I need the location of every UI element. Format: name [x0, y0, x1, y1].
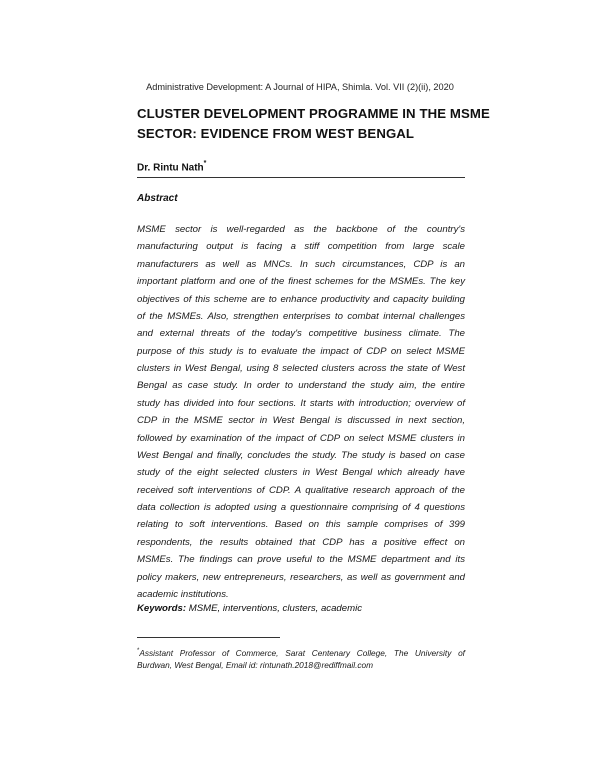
title-divider	[137, 177, 465, 178]
title-line-2: SECTOR: EVIDENCE FROM WEST BENGAL	[137, 126, 415, 141]
abstract-line: and external threats of the today's competitive business climate. The	[137, 328, 465, 340]
abstract-line: received soft interventions of CDP. A qualitative research approach of the	[137, 484, 465, 496]
abstract-line: followed by examination of the impact of CDP on select MSME clusters in	[137, 432, 465, 444]
abstract-line: manufacturers as well as MNCs. In such circumstances, CDP is an	[137, 258, 465, 270]
keywords-text: MSME, interventions, clusters, academic	[188, 603, 363, 614]
abstract-line: data collection is adopted using a questionnaire comprising of 4 questions	[137, 502, 465, 513]
abstract-line: MSME sector is well-regarded as the backbone of the country's	[137, 224, 465, 235]
keywords-label: Keywords:	[137, 603, 187, 614]
footnote-divider	[137, 637, 280, 638]
abstract-line: West Bengal and finally, concludes the study. The study is based on case	[137, 449, 465, 461]
footnote-line-2: Burdwan, West Bengal, Email id: rintunath.2018@rediffmail.com	[137, 659, 374, 670]
author-footnote-mark: *	[203, 160, 207, 167]
author-name	[137, 161, 206, 173]
abstract-line: Bengal as case study. In order to understand the study aim, the entire	[137, 380, 465, 392]
abstract-line: important platform and one of the finest schemes for the MSMEs. The key	[137, 276, 465, 288]
author-name-text: Dr. Rintu Nath	[137, 162, 204, 174]
footnote-line-1	[137, 645, 465, 659]
keywords	[137, 603, 362, 614]
abstract-body	[137, 221, 465, 603]
abstract-line: manufacturing output is facing a stiff competition from large scale	[137, 241, 465, 253]
abstract-line: clusters in West Bengal, using 8 selected clusters across the state of West	[137, 363, 465, 374]
abstract-line: respondents, the results obtained that CDP has a positive effect on	[137, 536, 465, 548]
footnote	[137, 645, 465, 671]
abstract-line: objectives of this scheme are to enhance productivity and capacity building	[137, 293, 465, 305]
abstract-line: academic institutions.	[137, 588, 229, 600]
abstract-line: purpose of this study is to evaluate the impact of CDP on select MSME	[137, 345, 465, 357]
paper-title	[137, 104, 490, 144]
abstract-line: study has divided into four sections. It starts with introduction; overview of	[137, 397, 465, 409]
abstract-line: MSMEs. The findings can prove useful to the MSME department and its	[137, 554, 465, 566]
abstract-line: study of the eight selected clusters in West Bengal which already have	[137, 467, 465, 479]
abstract-line: policy makers, new entrepreneurs, researchers, as well as government and	[137, 571, 465, 583]
footnote-line-1-text: Assistant Professor of Commerce, Sarat Centenary College, The University of	[139, 647, 465, 658]
abstract-line: relating to soft interventions. Based on this sample comprises of 399	[137, 519, 465, 531]
abstract-line: of the MSMEs. Also, strengthen enterprises to combat internal challenges	[137, 310, 465, 322]
abstract-heading: Abstract	[137, 193, 178, 204]
abstract-line: CDP in the MSME sector in West Bengal is discussed in next section,	[137, 415, 465, 427]
footnote-mark: *	[137, 648, 140, 654]
title-line-1: CLUSTER DEVELOPMENT PROGRAMME IN THE MSME	[137, 106, 490, 121]
journal-header: Administrative Development: A Journal of HIPA, Shimla. Vol. VII (2)(ii), 2020	[146, 82, 454, 92]
